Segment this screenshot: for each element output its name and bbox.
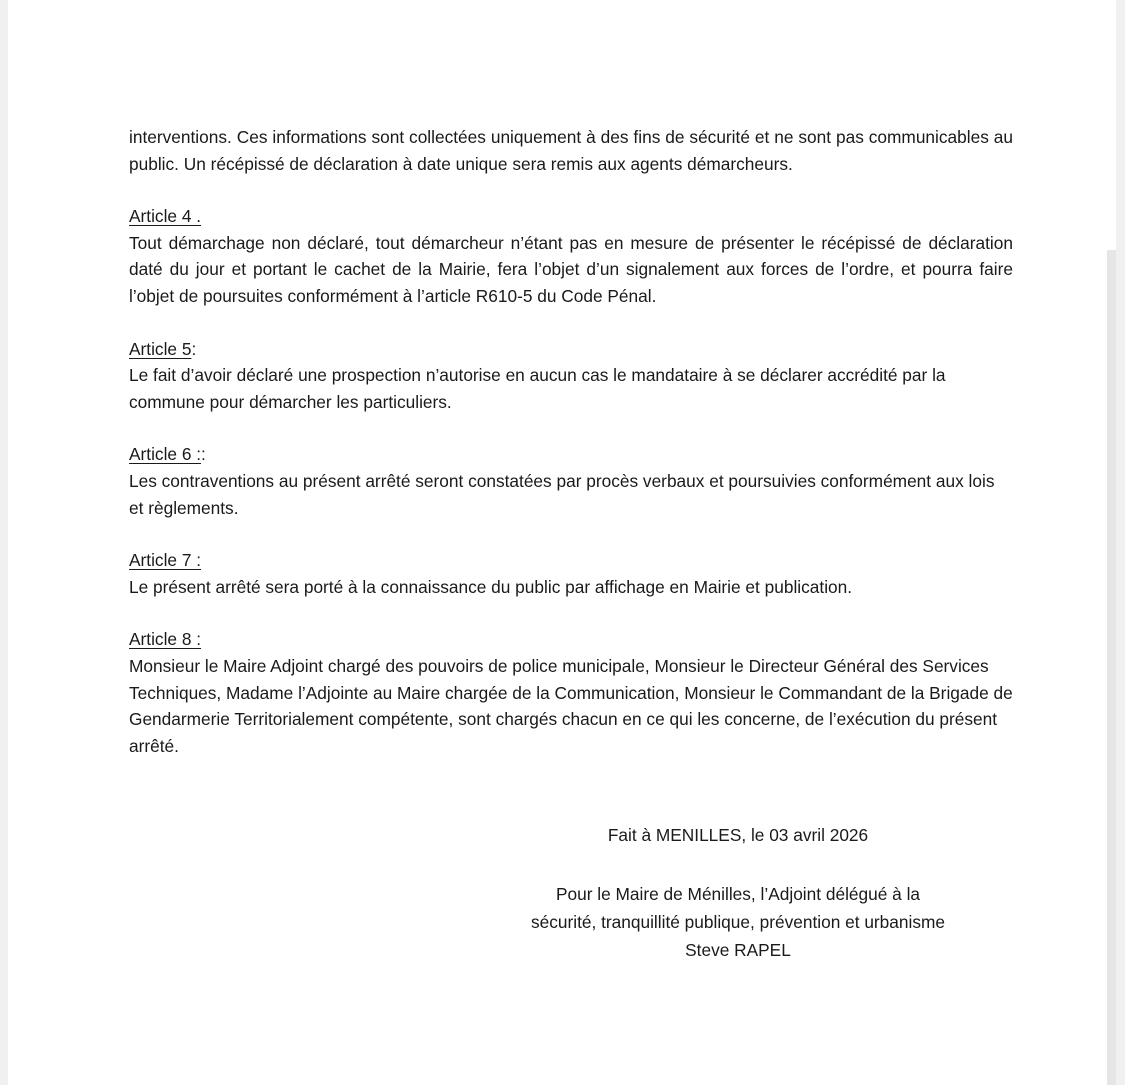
article-6 [129, 441, 1013, 521]
signatory-title-line-1: Pour le Maire de Ménilles, l’Adjoint délégué à la [555, 884, 921, 904]
intro-paragraph: interventions. Ces informations sont collectées uniquement à des fins de sécurité et ne sont pas communicables au public. Un récépissé de déclaration à date unique sera remis aux agents démarcheurs. [129, 127, 1013, 174]
place-and-date: Fait à MENILLES, le 03 avril 2026 [607, 825, 869, 845]
article-5 [129, 336, 1013, 416]
signatory-name: Steve RAPEL [685, 940, 791, 960]
article-heading [129, 441, 1013, 468]
article-heading-label: Article 7 : [129, 550, 202, 571]
article-heading-label: Article 8 : [129, 629, 202, 650]
article-heading-suffix: : [201, 444, 206, 465]
signatory-title-line-2: sécurité, tranquillité publique, prévention et urbanisme [530, 912, 946, 932]
article-body: Le fait d’avoir déclaré une prospection n’autorise en aucun cas le mandataire à se déclarer accrédité par la commune pour démarcher les particuliers. [129, 365, 946, 412]
article-heading [129, 336, 1013, 363]
article-body: Les contraventions au présent arrêté seront constatées par procès verbaux et poursuivies conformément aux lois et règlements. [129, 470, 995, 518]
article-heading-label: Article 6 : [129, 444, 202, 465]
article-heading-label: Article 5 [129, 338, 192, 359]
article-heading-label: Article 4 . [129, 206, 202, 227]
article-heading [129, 547, 1013, 574]
article-heading [129, 203, 1013, 230]
article-heading-suffix: : [191, 338, 197, 359]
article-4 [129, 203, 1013, 309]
document-page [8, 0, 1116, 1085]
signature-block [508, 880, 968, 964]
article-7 [129, 547, 1013, 600]
article-heading [129, 626, 1013, 653]
article-body: Tout démarchage non déclaré, tout démarcheur n’étant pas en mesure de présenter le récépissé de déclaration daté du jour et portant le cachet de la Mairie, fera l’objet d’un signalement aux forces de l’ordre, et pourra faire l’objet de poursuites conformément à l’article R610-5 du Code Pénal. [129, 232, 1013, 306]
article-body: Monsieur le Maire Adjoint chargé des pouvoirs de police municipale, Monsieur le Directeur Général des Services Techniques, Madame l’Adjointe au Maire chargée de la Communication, Monsieur le Commandant de la Brigade de Gendarmerie Territorialement compétente, sont chargés chacun en ce qui les concerne, de l’exécution du présent arrêté. [129, 655, 1013, 756]
article-body: Le présent arrêté sera porté à la connaissance du public par affichage en Mairie et publication. [129, 576, 853, 597]
article-8 [129, 626, 1013, 759]
page-edge-shadow [1107, 250, 1116, 1085]
document-body [129, 124, 1013, 759]
